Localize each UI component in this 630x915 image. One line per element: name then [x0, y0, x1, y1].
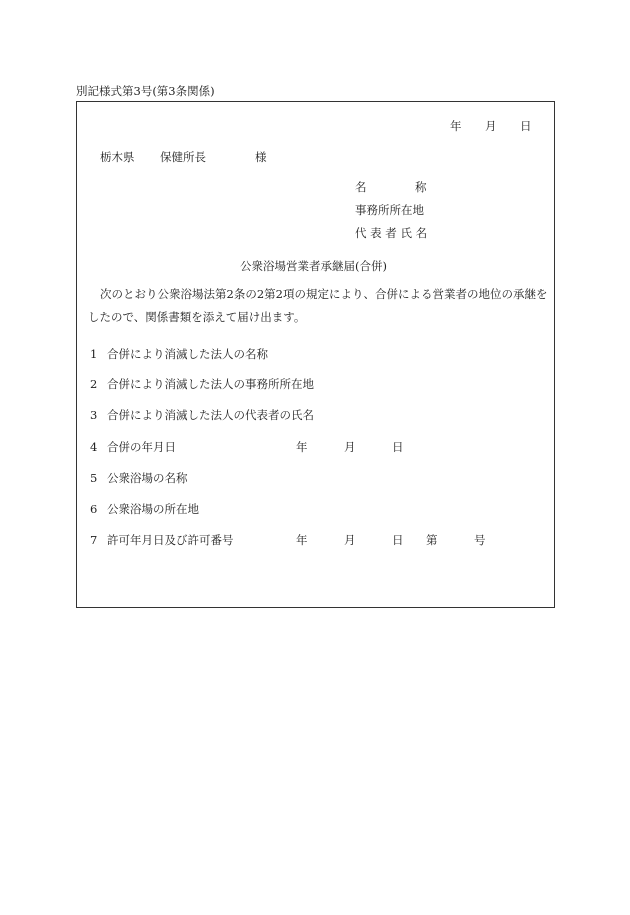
item-label: 合併により消滅した法人の事務所所在地 — [107, 377, 314, 391]
item-permit-go: 号 — [474, 533, 486, 547]
item-number: 7 — [90, 533, 98, 547]
applicant-name-label-1: 名 — [355, 180, 367, 194]
item-number: 3 — [90, 408, 98, 422]
item-day: 日 — [392, 533, 404, 547]
item-number: 6 — [90, 502, 98, 516]
item-permit-dai: 第 — [426, 533, 438, 547]
form-label: 別記様式第3号(第3条関係) — [76, 84, 215, 98]
date-month: 月 — [485, 119, 497, 133]
addressee-prefecture: 栃木県 — [100, 150, 135, 164]
date-year: 年 — [450, 119, 462, 133]
applicant-name-label-2: 称 — [415, 180, 427, 194]
addressee-honorific: 様 — [255, 150, 267, 164]
item-label: 許可年月日及び許可番号 — [107, 533, 234, 547]
applicant-representative-label: 代 表 者 氏 名 — [355, 226, 428, 240]
item-month: 月 — [344, 533, 356, 547]
item-label: 合併により消滅した法人の名称 — [107, 347, 268, 361]
addressee-office: 保健所長 — [160, 150, 206, 164]
item-label: 合併の年月日 — [107, 440, 176, 454]
item-number: 5 — [90, 471, 98, 485]
item-label: 公衆浴場の所在地 — [107, 502, 199, 516]
item-number: 2 — [90, 377, 98, 391]
body-paragraph: 次のとおり公衆浴場法第2条の2第2項の規定により、合併による営業者の地位の承継をしたので、関係書類を添えて届け出ます。 — [88, 287, 548, 324]
item-month: 月 — [344, 440, 356, 454]
item-label: 合併により消滅した法人の代表者の氏名 — [107, 408, 314, 422]
item-number: 1 — [90, 347, 98, 361]
date-day: 日 — [520, 119, 532, 133]
item-number: 4 — [90, 440, 98, 454]
item-label: 公衆浴場の名称 — [107, 471, 188, 485]
document-title: 公衆浴場営業者承継届(合併) — [240, 259, 387, 273]
applicant-address-label: 事務所所在地 — [355, 203, 424, 217]
item-year: 年 — [296, 533, 308, 547]
item-year: 年 — [296, 440, 308, 454]
item-day: 日 — [392, 440, 404, 454]
